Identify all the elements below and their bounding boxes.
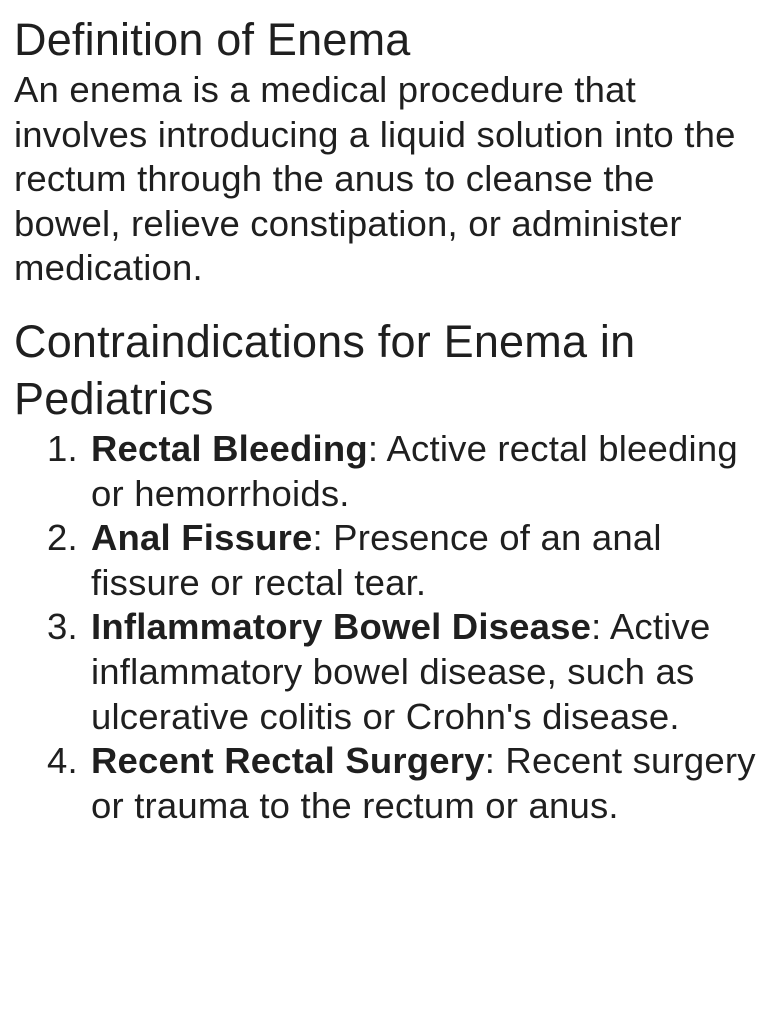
definition-paragraph: An enema is a medical procedure that involves introducing a liquid solution into the rectum through the anus to cleanse the bowel, relieve constipation, or administer medication. [14, 69, 736, 289]
list-item-separator: : [591, 606, 602, 648]
contraindications-heading: Contraindications for Enema in Pediatrics [14, 315, 636, 424]
list-item-number: 3. [47, 606, 78, 648]
list-item-number: 2. [47, 517, 78, 559]
list-item [14, 516, 756, 605]
list-item-text: Active rectal bleeding or hemorrhoids. [91, 427, 738, 514]
contraindications-list [14, 427, 756, 828]
definition-heading: Definition of Enema [14, 14, 411, 65]
list-item-separator: : [484, 740, 496, 782]
list-item-term: Recent Rectal Surgery [91, 740, 485, 782]
list-item-text: Presence of an anal fissure or rectal tear. [91, 517, 662, 603]
list-item [14, 739, 756, 828]
list-item-number: 1. [47, 427, 78, 469]
list-item-term: Rectal Bleeding [91, 427, 368, 469]
list-item-separator: : [312, 517, 323, 559]
list-item-term: Anal Fissure [91, 517, 313, 559]
list-item [14, 427, 756, 516]
list-item-text: Active inflammatory bowel disease, such as ulcerative colitis or Crohn's disease. [91, 606, 711, 737]
list-item-number: 4. [47, 740, 78, 782]
list-item [14, 605, 756, 739]
list-item-separator: : [367, 427, 379, 469]
list-item-term: Inflammatory Bowel Disease [91, 606, 592, 648]
list-item-text: Recent surgery or trauma to the rectum or anus. [91, 740, 756, 826]
